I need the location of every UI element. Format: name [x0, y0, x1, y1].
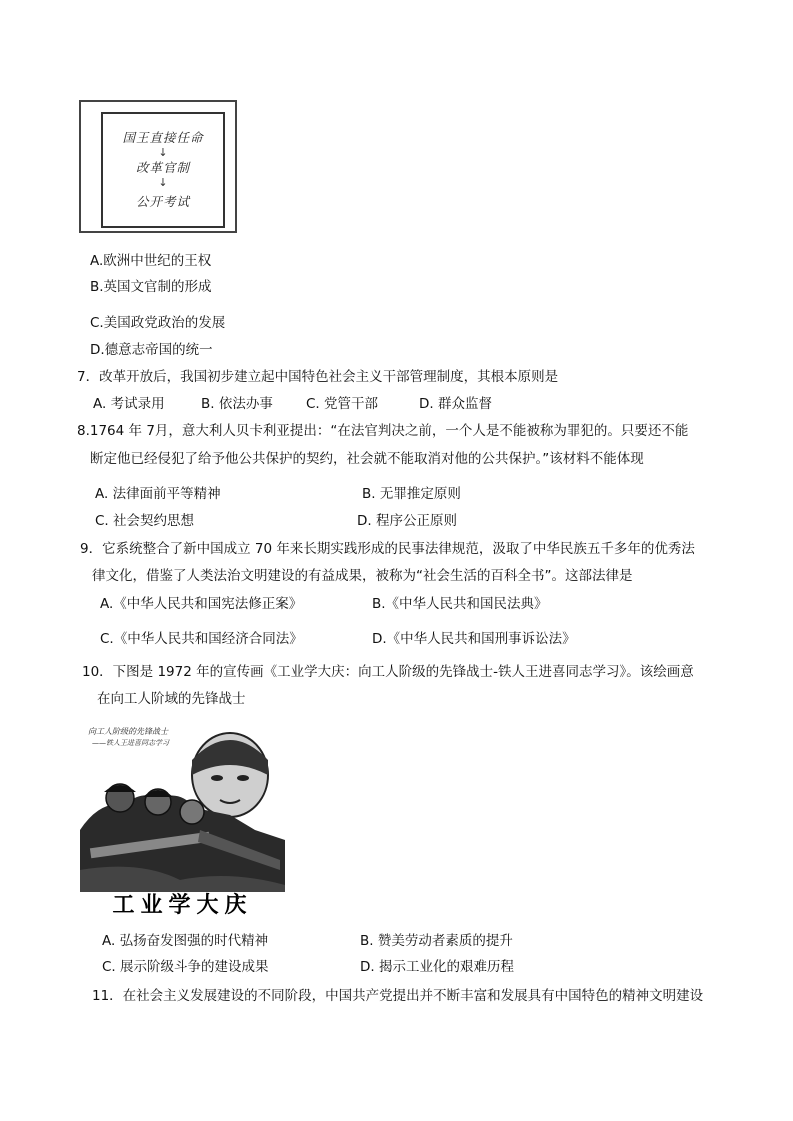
q10-stem-line2: 在向工人阶域的先锋战士	[97, 691, 246, 707]
q8-option-b: B. 无罪推定原则	[362, 486, 461, 502]
q7-option-b: B. 依法办事	[201, 396, 273, 412]
poster-illustration	[80, 720, 285, 920]
q6-option-a: A.欧洲中世纪的王权	[90, 253, 212, 269]
propaganda-poster-image	[80, 720, 285, 920]
poster-caption-line2: ——铁人王进喜同志学习	[92, 739, 169, 747]
q10-stem-line1: 10．下图是 1972 年的宣传画《工业学大庆：向工人阶级的先锋战士-铁人王进喜同志学习》。该绘画意	[82, 664, 694, 680]
q11-stem-line1: 11．在社会主义发展建设的不同阶段，中国共产党提出并不断丰富和发展具有中国特色的精神文明建设	[92, 988, 704, 1004]
q8-stem-line1: 8.1764 年 7月，意大利人贝卡利亚提出：“在法官判决之前，一个人是不能被称为罪犯的。只要还不能	[77, 423, 689, 439]
q9-stem-line1: 9．它系统整合了新中国成立 70 年来长期实践形成的民事法律规范，汲取了中华民族五千多年的优秀法	[80, 541, 695, 557]
q8-stem-line2: 断定他已经侵犯了给予他公共保护的契约，社会就不能取消对他的公共保护。”该材料不能体现	[90, 451, 644, 467]
q6-option-b: B.英国文官制的形成	[90, 279, 212, 295]
q8-option-c: C. 社会契约思想	[95, 513, 195, 529]
q7-option-c: C. 党管干部	[306, 396, 379, 412]
figure-inner-border	[101, 112, 225, 228]
q7-option-d: D. 群众监督	[419, 396, 492, 412]
q6-option-c: C.美国政党政治的发展	[90, 315, 226, 331]
q7-stem: 7．改革开放后，我国初步建立起中国特色社会主义干部管理制度，其根本原则是	[77, 369, 559, 385]
q8-option-a: A. 法律面前平等精神	[95, 486, 221, 502]
q9-option-b: B.《中华人民共和国民法典》	[372, 596, 548, 612]
poster-banner-text: 工业学大庆	[112, 893, 253, 918]
q9-option-a: A.《中华人民共和国宪法修正案》	[100, 596, 303, 612]
poster-caption-line1: 向工人阶级的先锋战士	[88, 727, 168, 736]
q9-option-c: C.《中华人民共和国经济合同法》	[100, 631, 303, 647]
q10-option-d: D. 揭示工业化的艰难历程	[360, 959, 514, 975]
q6-option-d: D.德意志帝国的统一	[90, 342, 213, 358]
flow-step-1: 国王直接任命	[122, 130, 204, 145]
q10-option-c: C. 展示阶级斗争的建设成果	[102, 959, 269, 975]
q10-option-b: B. 赞美劳动者素质的提升	[360, 933, 513, 949]
q8-option-d: D. 程序公正原则	[357, 513, 457, 529]
q9-option-d: D.《中华人民共和国刑事诉讼法》	[372, 631, 576, 647]
down-arrow-icon: ↓	[158, 146, 168, 159]
q10-option-a: A. 弘扬奋发图强的时代精神	[102, 933, 269, 949]
flow-step-2: 改革官制	[135, 160, 190, 175]
flow-step-3: 公开考试	[135, 194, 190, 209]
down-arrow-icon: ↓	[158, 176, 168, 189]
flow-figure-image	[79, 100, 237, 233]
q7-option-a: A. 考试录用	[93, 396, 165, 412]
q9-stem-line2: 律文化，借鉴了人类法治文明建设的有益成果，被称为“社会生活的百科全书”。这部法律是	[92, 568, 633, 584]
